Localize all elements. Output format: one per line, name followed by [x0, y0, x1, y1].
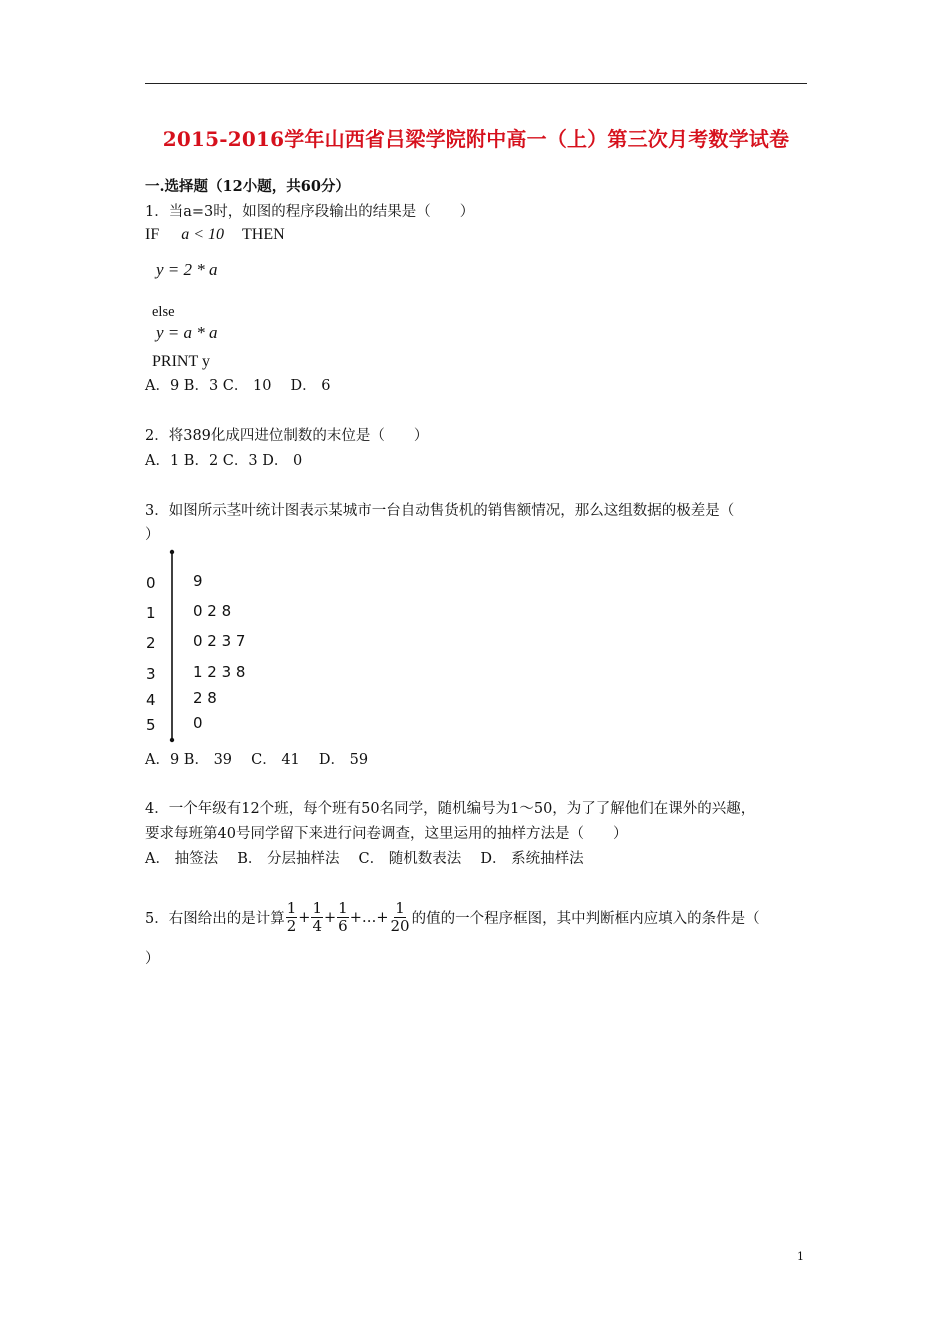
leaf-values: 0 [193, 714, 203, 732]
fraction-denominator: 6 [338, 917, 348, 935]
plus-sign: + [323, 909, 337, 926]
fraction-1-6 [337, 900, 349, 935]
code-assign1-text: y = 2 * a [156, 260, 218, 279]
fraction-denominator: 2 [286, 917, 297, 935]
q1-code-print: PRINT y [152, 353, 210, 370]
q5-stem [145, 900, 760, 935]
header-rule [145, 83, 807, 84]
q3-options: A．9 B． 39 C． 41 D． 59 [145, 752, 369, 768]
fraction-numerator: 1 [312, 899, 322, 917]
leaf-values: 2 8 [193, 689, 217, 707]
q2-options: A．1 B．2 C．3 D． 0 [145, 453, 303, 469]
stem-value: 1 [146, 604, 156, 622]
q5-stem-line2: ） [145, 951, 160, 967]
stem-leaf-plot [140, 548, 300, 748]
document-title: 2015-2016学年山西省吕梁学院附中高一（上）第三次月考数学试卷 [162, 127, 790, 151]
q5-stem-pre: 5．右图给出的是计算 [145, 911, 285, 927]
ellipsis-plus: +…+ [349, 909, 389, 926]
stem-value: 3 [146, 665, 156, 683]
stem-value: 5 [146, 716, 156, 734]
q1-code-else: else [152, 304, 175, 320]
leaf-values: 9 [193, 572, 203, 590]
code-assign2-text: y = a * a [156, 323, 218, 342]
q3-stem-line2: ） [145, 527, 160, 543]
q1-options: A．9 B．3 C． 10 D． 6 [145, 378, 331, 394]
section-heading: 一.选择题（12小题，共60分） [145, 178, 350, 195]
divider-top-dot [170, 550, 174, 554]
fraction-denominator: 4 [312, 917, 322, 935]
q5-stem-post: 的值的一个程序框图，其中判断框内应填入的条件是（ [411, 911, 760, 927]
q1-code-assign2 [156, 323, 218, 343]
q4-options: A． 抽签法 B． 分层抽样法 C． 随机数表法 D． 系统抽样法 [145, 851, 584, 867]
stem-value: 0 [146, 574, 156, 592]
q1-code-assign1 [156, 260, 218, 280]
stem-value: 4 [146, 691, 156, 709]
fraction-1-2 [286, 900, 298, 935]
code-if-keyword: IF [145, 226, 160, 243]
fraction-numerator: 1 [395, 899, 405, 917]
code-then-keyword: THEN [242, 226, 285, 243]
q4-stem-line1: 4．一个年级有12个班，每个班有50名同学，随机编号为1～50，为了了解他们在课外的兴趣， [145, 801, 756, 817]
fraction-1-20 [390, 900, 411, 935]
code-condition: a < 10 [181, 226, 225, 243]
q1-stem: 1．当a=3时，如图的程序段输出的结果是（ ） [145, 204, 475, 220]
plus-sign: + [298, 909, 311, 926]
stem-value: 2 [146, 634, 156, 652]
page-number: 1 [797, 1250, 804, 1263]
fraction-numerator: 1 [286, 899, 297, 917]
fraction-numerator: 1 [338, 899, 348, 917]
q3-stem-line1: 3．如图所示茎叶统计图表示某城市一台自动售货机的销售额情况，那么这组数据的极差是（ [145, 503, 735, 519]
leaf-values: 0 2 8 [193, 602, 232, 620]
q4-stem-line2: 要求每班第40号同学留下来进行问卷调查，这里运用的抽样方法是（ ） [145, 826, 628, 842]
leaf-values: 0 2 3 7 [193, 632, 246, 650]
fraction-1-4 [311, 900, 323, 935]
q2-stem: 2．将389化成四进位制数的末位是（ ） [145, 428, 429, 444]
fraction-denominator: 20 [390, 917, 410, 935]
divider-bottom-dot [170, 738, 174, 742]
q1-code-if-line [145, 225, 285, 245]
leaf-values: 1 2 3 8 [193, 663, 246, 681]
